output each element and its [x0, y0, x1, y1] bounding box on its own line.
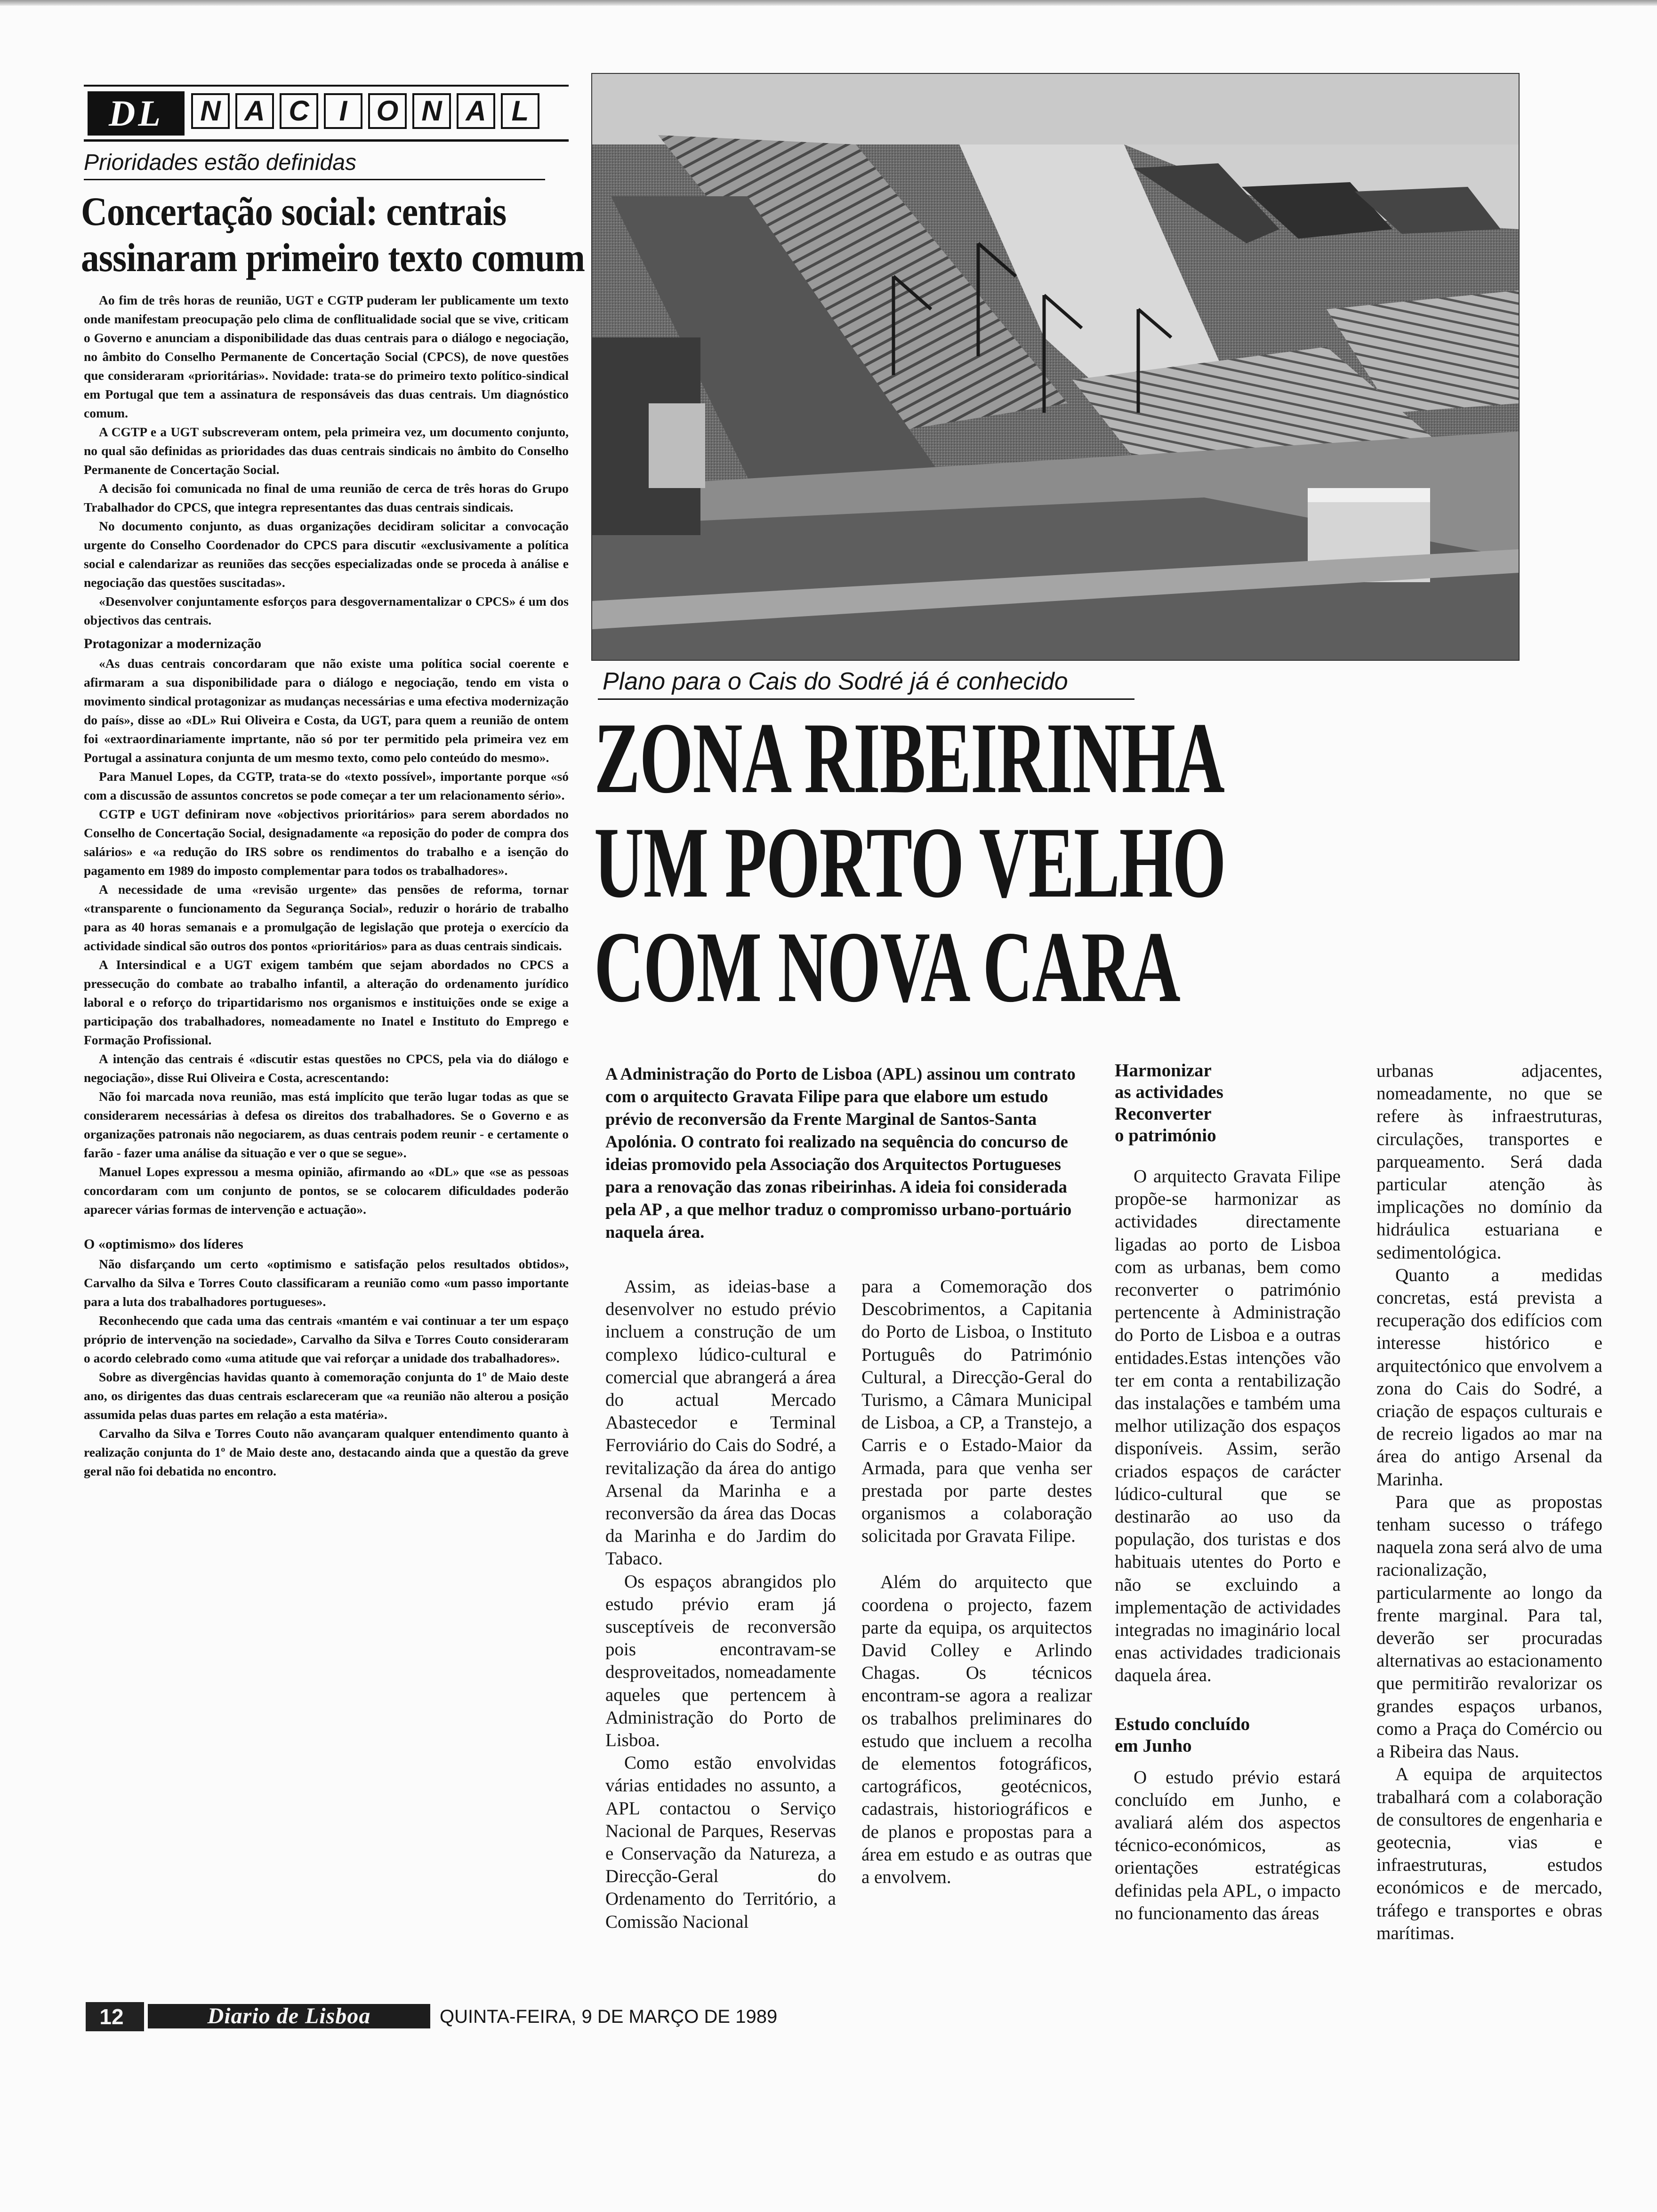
- paragraph: Não disfarçando um certo «optimismo e satisfação pelos resultados obtidos», Carvalho da Silva e Torres Couto classificaram a reunião como «um passo importante para a luta dos trabalhadores portugueses».: [84, 1257, 569, 1309]
- left-kicker: Prioridades estão definidas: [84, 150, 357, 175]
- right-headline-line: ZONA RIBEIRINHA: [594, 702, 1224, 814]
- paragraph: No documento conjunto, as duas organizações decidiram solicitar a convocação urgente do Conselho Coordenador do CPCS para discutir «exclusivamente a política social e calendarizar as reuniões das secções especializadas onde se proceda à análise e negociação das questões suscitadas».: [84, 519, 569, 590]
- paragraph: A CGTP e a UGT subscreveram ontem, pela primeira vez, um documento conjunto, no qual são definidas as prioridades das duas centrais sindicais no âmbito do Conselho Permanente de Concertação Social.: [84, 425, 569, 477]
- paragraph: Carvalho da Silva e Torres Couto não avançaram qualquer entendimento quanto à realização conjunta do 1º de Maio deste ano, destacando ainda que a questão da greve geral não foi debatida no encontro.: [84, 1426, 569, 1478]
- left-article-body: [84, 291, 569, 2009]
- dl-logo-text: DL: [109, 93, 163, 134]
- paragraph: Ao fim de três horas de reunião, UGT e CGTP puderam ler publicamente um texto onde manifestam preocupação pelo clima de conflitualidade social que se vive, criticam o Governo e anunciam a disponibilidade das duas centrais para o diálogo e negociação, no âmbito do Conselho Permanente de Concertação Social (CPCS), de nove questões que consideraram «prioritárias». Novidade: trata-se do primeiro texto político-sindical em Portugal que tem a assinatura de responsáveis das duas centrais. Um diagnóstico comum.: [84, 293, 569, 420]
- paragraph: Quanto a medidas concretas, está prevista a recuperação dos edifícios com interesse histórico e arquitectónico que envolvem a zona do Cais do Sodré, a criação de espaços culturais e de recreio ligados ao mar na área do antigo Arsenal da Marinha.: [1376, 1265, 1602, 1490]
- paragraph: para a Comemoração dos Descobrimentos, a Capitania do Porto de Lisboa, o Instituto Português do Património Cultural, a Direcção-Geral do Turismo, a Câmara Municipal de Lisboa, a CP, a Transtejo, a Carris e o Estado-Maior da Armada, para que venha ser prestada por parte destes organismos a colaboração solicitada por Gravata Filipe.: [861, 1276, 1092, 1547]
- scan-top-edge: [0, 0, 1657, 6]
- right-headline-line: COM NOVA CARA: [594, 911, 1180, 1023]
- section-header: [84, 85, 569, 142]
- page-number-box: [86, 2002, 144, 2031]
- subhead: Protagonizar a modernização: [84, 636, 262, 651]
- footer: [86, 2002, 778, 2031]
- paragraph: Assim, as ideias-base a desenvolver no estudo prévio incluem a construção de um complexo lúdico-cultural e comercial que abrangerá a área do actual Mercado Abastecedor e Terminal Ferroviário do Cais do Sodré, a revitalização da área do antigo Arsenal da Marinha e a reconversão da área das Docas da Marinha e do Jardim do Tabaco.: [605, 1276, 836, 1569]
- right-lead: A Administração do Porto de Lisboa (APL) assinou um contrato com o arquitecto Gravata Filipe para que elabore um estudo prévio de reconversão da Frente Marginal de Santos-Santa Apolónia. O contrato foi realizado na sequência do concurso de ideias promovido pela Associação dos Arquitectos Portugueses para a renovação das zonas ribeirinhas. A ideia foi considerada pela AP , a que melhor traduz o compromisso urbano-portuário naquela área.: [605, 1064, 1076, 1242]
- paragraph: Sobre as divergências havidas quanto à comemoração conjunta do 1º de Maio deste ano, os dirigentes das duas centrais esclareceram que «a reunião não alterou a posição assumida pelas duas partes em relação a esta matéria».: [84, 1370, 569, 1422]
- paragraph: O estudo prévio estará concluído em Junho, e avaliará além dos aspectos técnico-económicos, as orientações estratégicas definidas pela APL, o impacto no funcionamento das áreas: [1115, 1767, 1341, 1923]
- section-letter: A: [457, 93, 495, 129]
- right-column-4: [1376, 1060, 1602, 1945]
- issue-date: QUINTA-FEIRA, 9 DE MARÇO DE 1989: [440, 2006, 778, 2027]
- paragraph: O arquitecto Gravata Filipe propõe-se harmonizar as actividades directamente ligadas ao porto de Lisboa com as urbanas, bem como reconverter o património pertencente à Administração do Porto de Lisboa e a outras entidades.Estas intenções vão ter em conta a rentabilização das instalações e também uma melhor utilização dos espaços disponíveis. Assim, serão criados espaços de carácter lúdico-cultural que se destinarão ao uso da população, dos turistas e dos habituais utentes do Porto e não se excluindo a implementação de actividades integradas no imaginário local enas actividades tradicionais daquela área.: [1115, 1166, 1341, 1686]
- section-letter: O: [368, 93, 407, 129]
- masthead-box: [148, 2004, 430, 2028]
- left-headline: [81, 188, 585, 281]
- paragraph: A necessidade de uma «revisão urgente» das pensões de reforma, tornar «transparente o funcionamento da Segurança Social», reduzir o horário de trabalho para as 40 horas semanais e a promulgação de legislação que proteja o exercício da actividade sindical são outros dos pontos «prioritários» para as duas centrais sindicais.: [84, 882, 569, 953]
- paragraph: A intenção das centrais é «discutir estas questões no CPCS, pela via do diálogo e negociação», disse Rui Oliveira e Costa, acrescentando:: [84, 1051, 569, 1085]
- paragraph: Para Manuel Lopes, da CGTP, trata-se do «texto possível», importante porque «só com a discussão de assuntos concretos se pode começar a ter um relacionamento sério».: [84, 769, 569, 802]
- paragraph: Além do arquitecto que coordena o projecto, fazem parte da equipa, os arquitectos David Colley e Arlindo Chagas. Os técnicos encontram-se agora a realizar os trabalhos preliminares do estudo que incluem a recolha de elementos fotográficos, cartográficos, geotécnicos, cadastrais, historiográficos e de planos e propostas para a área em estudo e as outras que a envolvem.: [861, 1572, 1092, 1888]
- left-headline-line-2: assinaram primeiro texto comum: [81, 235, 585, 280]
- paragraph: Reconhecendo que cada uma das centrais «mantém e vai continuar a ter um espaço próprio de intervenção na sociedade», Carvalho da Silva e Torres Couto consideraram o acordo celebrado como «uma atitude que vai reforçar a unidade dos trabalhadores».: [84, 1313, 569, 1365]
- paragraph: A Intersindical e a UGT exigem também que sejam abordados no CPCS a pressecução do combate ao trabalho infantil, a alteração do ordenamento jurídico laboral e o reforço do tripartidarismo nos organismos e instituições onde se exige a participação dos trabalhadores, nomeadamente no Inatel e Instituto do Emprego e Formação Profissional.: [84, 957, 569, 1047]
- page-number: 12: [99, 2004, 124, 2029]
- right-column-2: [861, 1275, 1092, 1889]
- harbour-photo-svg: [592, 74, 1519, 660]
- harbour-photo: [591, 73, 1520, 661]
- subhead: O «optimismo» dos líderes: [84, 1236, 243, 1252]
- column-subhead: as actividades: [1115, 1082, 1223, 1102]
- section-letter: N: [191, 93, 230, 129]
- right-headline-line: UM PORTO VELHO: [594, 806, 1226, 919]
- column-subhead: o património: [1115, 1125, 1216, 1146]
- masthead: Diario de Lisboa: [207, 2004, 371, 2028]
- column-subhead: Estudo concluído: [1115, 1714, 1250, 1734]
- paragraph: Como estão envolvidas várias entidades no assunto, a APL contactou o Serviço Nacional de Parques, Reservas e Conservação da Natureza, a Direcção-Geral do Ordenamento do Território, a Comissão Nacional: [605, 1753, 836, 1932]
- column-subhead: Reconverter: [1115, 1104, 1212, 1124]
- right-column-3: [1115, 1060, 1341, 1925]
- paragraph: urbanas adjacentes, nomeadamente, no que se refere às infraestruturas, circulações, transportes e parqueamento. Será dada particular atenção às implicações no domínio da hidráulica estuariana e sedimentológica.: [1376, 1061, 1602, 1263]
- paragraph: Para que as propostas tenham sucesso o tráfego naquela zona será alvo de uma racionalização, particularmente ao longo da frente marginal. Para tal, deverão ser procuradas alternativas ao estacionamento que permitirão revalorizar os grandes espaços urbanos, como a Praça do Comércio ou a Ribeira das Naus.: [1376, 1491, 1602, 1762]
- section-letter: L: [501, 93, 539, 129]
- column-subhead: em Junho: [1115, 1735, 1192, 1756]
- paragraph: «Desenvolver conjuntamente esforços para desgovernamentalizar o CPCS» é um dos objectivos das centrais.: [84, 594, 569, 627]
- paragraph: Não foi marcada nova reunião, mas está implícito que terão lugar todas as que se considerarem necessárias à defesa os direitos dos trabalhadores. Se o Governo e as organizações patronais não negociarem, as duas centrais podem reunir - e certamente o farão - fazer uma análise da situação e ver o que se segue».: [84, 1089, 569, 1160]
- section-letter: N: [412, 93, 451, 129]
- section-label: [191, 93, 545, 131]
- left-headline-line-1: Concertação social: centrais: [81, 189, 507, 234]
- right-column-1: [605, 1275, 836, 1933]
- paragraph: Manuel Lopes expressou a mesma opinião, afirmando ao «DL» que «se as pessoas concordaram com um conjunto de pontos, se se colocarem dificuldades poderão aparecer várias formas de intervenção e actuação».: [84, 1164, 569, 1217]
- section-letter: C: [280, 93, 318, 129]
- right-kicker: Plano para o Cais do Sodré já é conhecido: [603, 668, 1068, 695]
- paragraph: «As duas centrais concordaram que não existe uma política social coerente e afirmaram a sua disponibilidade para o diálogo e negociação, tendo em vista o movimento sindical protagonizar as mudanças necessárias e uma efectiva modernização do país», disse ao «DL» Rui Oliveira e Costa, da UGT, para quem a reunião de ontem foi «extraordinariamente imprtante, não só por ter permitido pela primeira vez em Portugal a assinatura conjunta de um mesmo texto, como pelo conteúdo do mesmo».: [84, 656, 569, 765]
- paragraph: A equipa de arquitectos trabalhará com a colaboração de consultores de engenharia e geotecnia, vias e infraestruturas, estudos económicos e de mercado, tráfego e transportes e obras marítimas.: [1376, 1764, 1602, 1943]
- right-kicker-rule: [598, 698, 1134, 700]
- left-kicker-rule: [84, 179, 545, 180]
- section-letter: A: [235, 93, 274, 129]
- paragraph: Os espaços abrangidos plo estudo prévio eram já susceptíveis de reconversão pois encontravam-se desproveitados, nomeadamente aqueles que pertencem à Administração do Porto de Lisboa.: [605, 1571, 836, 1751]
- column-subhead: Harmonizar: [1115, 1060, 1212, 1081]
- section-letter: I: [324, 93, 362, 129]
- right-headline: [594, 702, 1226, 1023]
- paragraph: A decisão foi comunicada no final de uma reunião de cerca de três horas do Grupo Trabalhador do CPCS, que integra representantes das duas centrais sindicais.: [84, 481, 569, 514]
- paragraph: CGTP e UGT definiram nove «objectivos prioritários» para serem abordados no Conselho de Concertação Social, designadamente «a reposição do poder de compra dos salários» e «a redução do IRS sobre os rendimentos do trabalho e a isenção do pagamento em 1989 do imposto complementar para todos os trabalhadores».: [84, 807, 569, 878]
- dl-logo: [88, 91, 185, 136]
